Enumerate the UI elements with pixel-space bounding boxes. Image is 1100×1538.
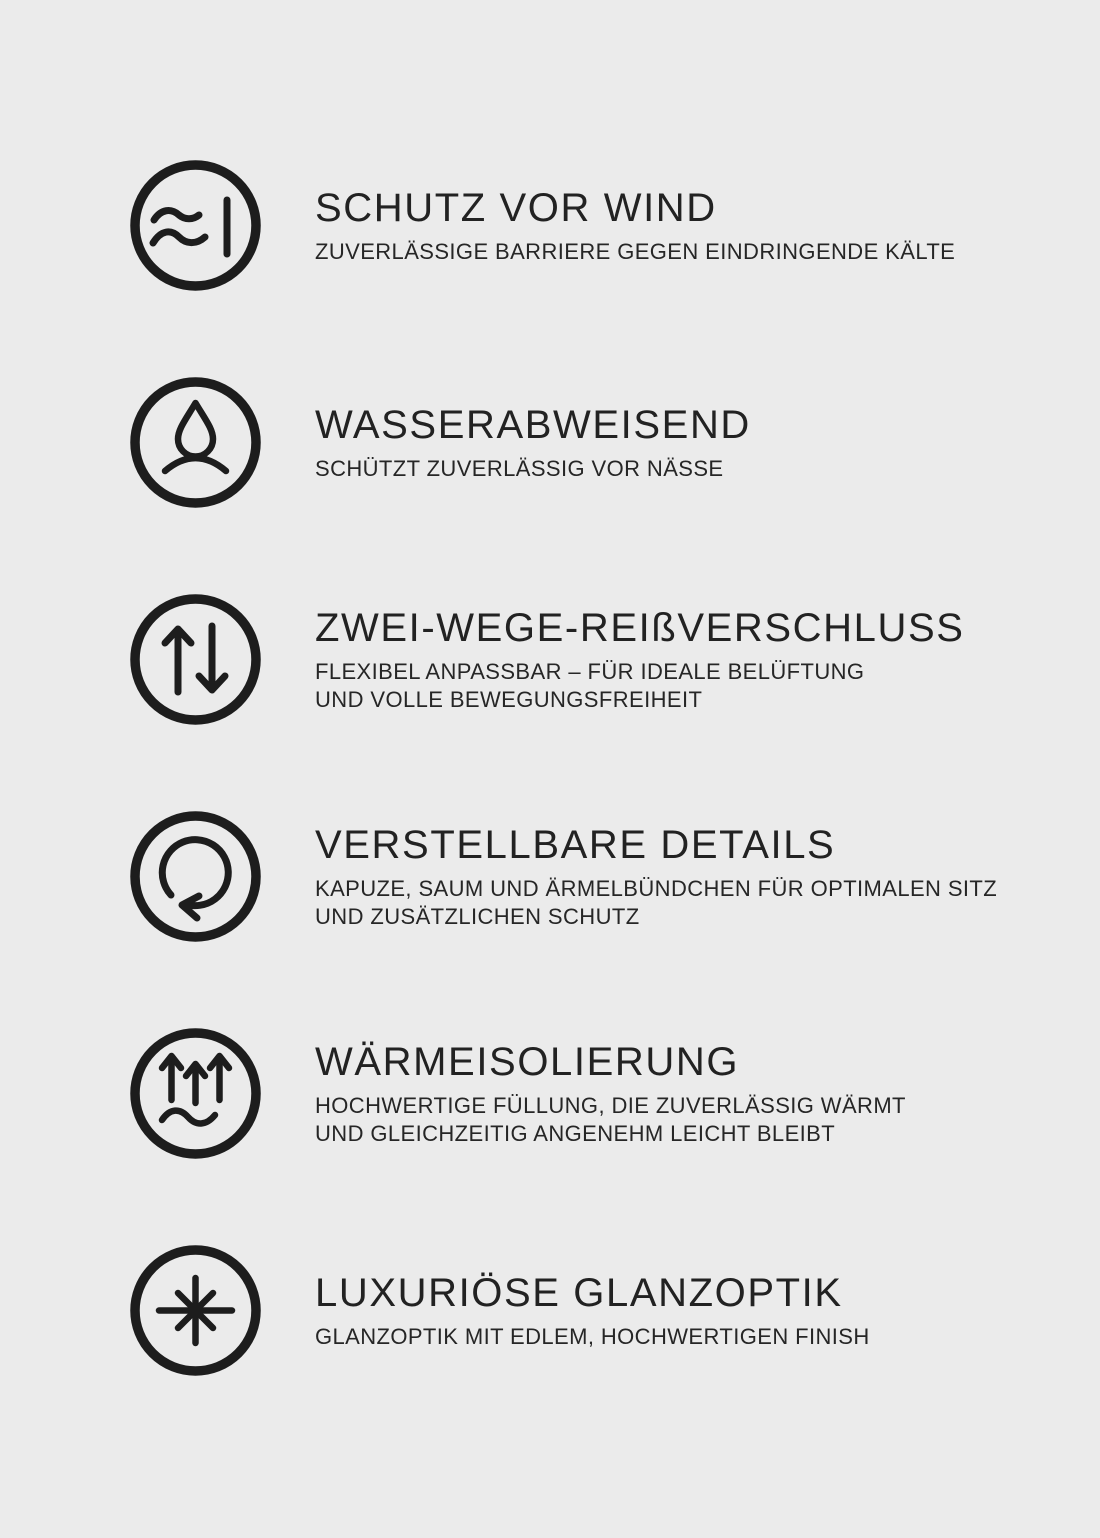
feature-text-zipper: [315, 605, 965, 714]
feature-subtitle-line: FLEXIBEL ANPASSBAR – FÜR IDEALE BELÜFTUNG: [315, 659, 865, 684]
feature-title: SCHUTZ VOR WIND: [315, 186, 717, 230]
feature-subtitle-line: HOCHWERTIGE FÜLLUNG, DIE ZUVERLÄSSIG WÄRMT: [315, 1093, 906, 1118]
wind-barrier-icon: [128, 158, 263, 293]
feature-title: ZWEI-WEGE-REIßVERSCHLUSS: [315, 606, 965, 650]
feature-subtitle: [315, 455, 751, 483]
feature-row-adjustable: [128, 809, 997, 944]
feature-subtitle-line: UND ZUSÄTZLICHEN SCHUTZ: [315, 904, 640, 929]
feature-subtitle-line: ZUVERLÄSSIGE BARRIERE GEGEN EINDRINGENDE KÄLTE: [315, 239, 956, 264]
feature-title: WÄRMEISOLIERUNG: [315, 1040, 740, 1084]
feature-subtitle: [315, 1323, 870, 1351]
feature-text-gloss: [315, 1270, 870, 1351]
feature-row-insulation: [128, 1026, 997, 1161]
feature-subtitle-line: UND GLEICHZEITIG ANGENEHM LEICHT BLEIBT: [315, 1121, 836, 1146]
feature-text-water: [315, 402, 751, 483]
feature-text-adjustable: [315, 822, 997, 931]
feature-subtitle: [315, 658, 965, 714]
heat-insulation-icon: [128, 1026, 263, 1161]
feature-row-zipper: [128, 592, 997, 727]
feature-text-insulation: [315, 1039, 906, 1148]
two-way-zipper-icon: [128, 592, 263, 727]
feature-subtitle-line: SCHÜTZT ZUVERLÄSSIG VOR NÄSSE: [315, 456, 724, 481]
gloss-sparkle-icon: [128, 1243, 263, 1378]
feature-row-gloss: [128, 1243, 997, 1378]
feature-subtitle-line: UND VOLLE BEWEGUNGSFREIHEIT: [315, 687, 703, 712]
feature-subtitle-line: GLANZOPTIK MIT EDLEM, HOCHWERTIGEN FINISH: [315, 1324, 870, 1349]
feature-text-wind: [315, 185, 955, 266]
feature-list: [128, 158, 997, 1378]
adjustable-rotate-icon: [128, 809, 263, 944]
feature-title: VERSTELLBARE DETAILS: [315, 823, 836, 867]
water-drop-icon: [128, 375, 263, 510]
feature-title: WASSERABWEISEND: [315, 403, 751, 447]
feature-subtitle: [315, 875, 997, 931]
feature-row-water: [128, 375, 997, 510]
feature-title: LUXURIÖSE GLANZOPTIK: [315, 1271, 843, 1315]
feature-subtitle: [315, 238, 955, 266]
feature-row-wind: [128, 158, 997, 293]
feature-subtitle-line: KAPUZE, SAUM UND ÄRMELBÜNDCHEN FÜR OPTIMALEN SITZ: [315, 876, 998, 901]
feature-subtitle: [315, 1092, 906, 1148]
